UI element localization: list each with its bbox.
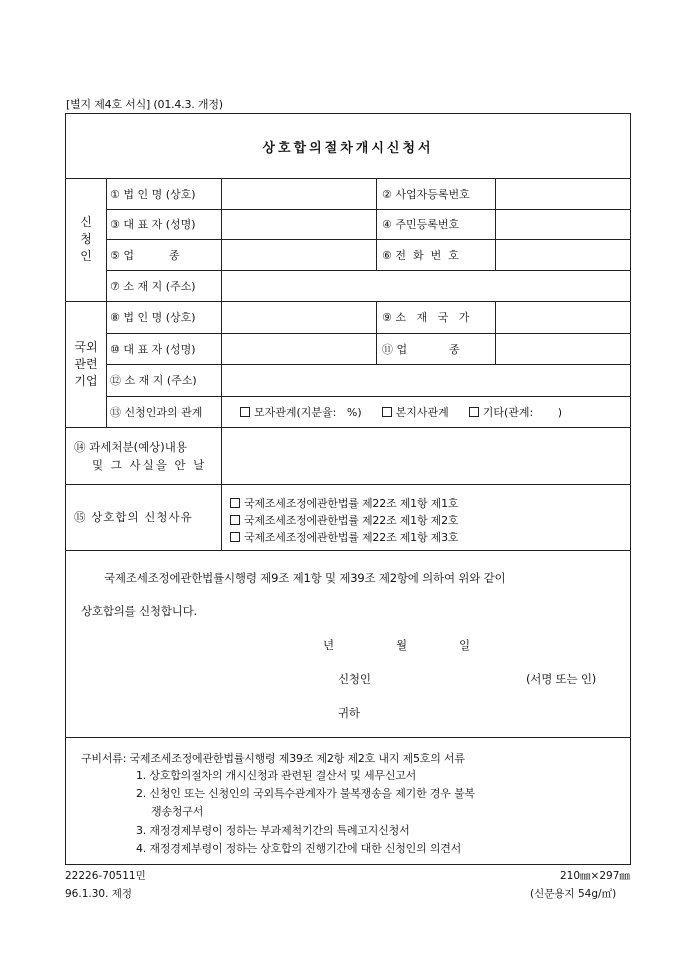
input-business-reg-no[interactable] (496, 178, 629, 209)
form-title: 상호합의절차개시신청서 (66, 114, 630, 179)
required-documents-intro: 구비서류: 국제조세조정에관한법률시행령 제39조 제2항 제2호 내지 제5호의 서류 (81, 752, 465, 765)
input-address[interactable] (222, 270, 629, 301)
input-representative[interactable] (222, 209, 375, 239)
field-label-phone: ⑥ 전 화 번 호 (382, 248, 459, 262)
checkbox-icon (240, 407, 250, 417)
input-resident-reg-no[interactable] (496, 209, 629, 239)
checkbox-icon (382, 407, 392, 417)
applicant-signature-label: 신청인 (338, 672, 371, 686)
date-day-label: 일 (459, 638, 470, 652)
input-foreign-business-type[interactable] (496, 333, 629, 364)
form-header-note: [별지 제4호 서식] (01.4.3. 개정) (66, 98, 223, 111)
date-year-label: 년 (323, 638, 334, 652)
field-label-business-reg-no: ② 사업자등록번호 (382, 187, 470, 201)
application-form (65, 113, 631, 865)
required-document-3: 3. 재정경제부령이 정하는 부과제척기간의 특례고지신청서 (136, 824, 410, 837)
checkbox-icon (230, 498, 240, 508)
field-label-application-reason: ⑮ 상호합의 신청사유 (74, 510, 193, 524)
field-label-representative: ③ 대 표 자 (성명) (110, 218, 196, 231)
form-code: 22226-70511민 (65, 870, 146, 882)
reason-option-3[interactable]: 국제조세조정에관한법률 제22조 제1항 제3호 (230, 529, 458, 545)
foreign-company-group-label: 국외 관련 기업 (74, 339, 98, 388)
relation-checkbox-parent[interactable]: 모자관계(지분율: %) (240, 404, 362, 420)
declaration-line-1: 국제조세조정에관한법률시행령 제9조 제1항 및 제39조 제2항에 의하여 위와 같이 (104, 571, 506, 585)
field-label-tax-disposition: ⑭ 과세처분(예상)내용 및 그 사실을 안 날 (74, 439, 207, 472)
input-tax-disposition[interactable] (222, 427, 629, 484)
checkbox-icon (230, 515, 240, 525)
field-label-foreign-country: ⑨ 소 재 국 가 (382, 311, 470, 324)
required-document-1: 1. 상호합의절차의 개시신청과 관련된 결산서 및 세무신고서 (136, 769, 417, 782)
field-label-foreign-corporate-name: ⑧ 법 인 명 (상호) (110, 311, 196, 324)
signature-or-seal-label: (서명 또는 인) (526, 672, 597, 686)
paper-type: (신문용지 54g/㎡) (530, 888, 617, 900)
reason-option-1[interactable]: 국제조세조정에관한법률 제22조 제1항 제1호 (230, 495, 458, 511)
declaration-line-2: 상호합의를 신청합니다. (81, 604, 197, 618)
relation-checkbox-other[interactable]: 기타(관계: ) (469, 404, 562, 420)
checkbox-icon (230, 532, 240, 542)
recipient-label: 귀하 (338, 706, 360, 720)
relationship-options (240, 396, 629, 427)
required-document-2: 2. 신청인 또는 신청인의 국외특수관계자가 불복쟁송을 제기한 경우 불복 (136, 787, 475, 800)
reason-option-2[interactable]: 국제조세조정에관한법률 제22조 제1항 제2호 (230, 512, 458, 528)
checkbox-icon (469, 407, 479, 417)
field-label-address: ⑦ 소 재 지 (주소) (110, 279, 196, 293)
field-label-business-type: ⑤ 업 종 (110, 248, 180, 262)
required-document-4: 4. 재정경제부령이 정하는 상호합의 진행기간에 대한 신청인의 의견서 (136, 842, 462, 855)
input-foreign-address[interactable] (222, 364, 629, 396)
input-foreign-representative[interactable] (222, 333, 375, 364)
input-foreign-corporate-name[interactable] (222, 301, 375, 333)
input-phone[interactable] (496, 239, 629, 270)
input-corporate-name[interactable] (222, 178, 375, 209)
required-document-2-cont: 쟁송청구서 (151, 805, 204, 818)
date-month-label: 월 (396, 638, 407, 652)
field-label-foreign-address: ⑫ 소 재 지 (주소) (110, 374, 197, 387)
paper-size: 210㎜×297㎜ (560, 870, 630, 882)
field-label-corporate-name: ① 법 인 명 (상호) (110, 187, 196, 201)
input-business-type[interactable] (222, 239, 375, 270)
input-foreign-country[interactable] (496, 301, 629, 333)
field-label-foreign-representative: ⑩ 대 표 자 (성명) (110, 342, 196, 356)
field-label-resident-reg-no: ④ 주민등록번호 (382, 218, 460, 231)
field-label-relationship: ⑬ 신청인과의 관계 (110, 405, 203, 419)
enactment-date: 96.1.30. 제정 (65, 888, 133, 900)
field-label-foreign-business-type: ⑪ 업 종 (382, 342, 460, 356)
applicant-group-label: 신 청 인 (80, 215, 92, 263)
relation-checkbox-branch[interactable]: 본지사관계 (382, 404, 449, 420)
